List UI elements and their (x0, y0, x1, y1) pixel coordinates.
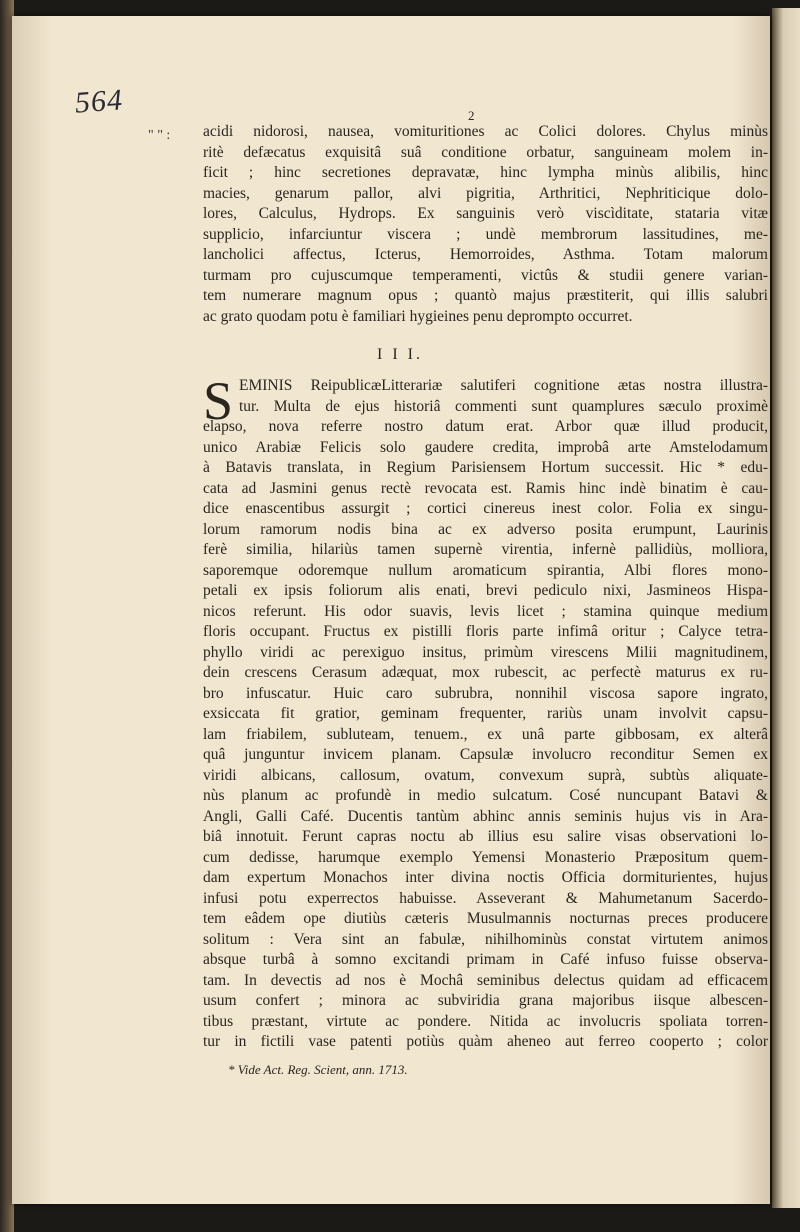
section-number: I I I. (377, 346, 423, 363)
text-line: turmam pro cujuscumque temperamenti, victûs & studii genere varian- (203, 266, 768, 284)
text-line: à Batavis translata, in Regium Parisiensem Hortum successit. Hic * edu- (203, 459, 768, 476)
paragraph-2 (203, 371, 768, 1053)
text-line: acidi nidorosi, nausea, vomituritiones ac Colici dolores. Chylus minùs (203, 123, 768, 140)
text-line: ac grato quodam potu è familiari hygieines penu deprompto occurret. (203, 307, 633, 325)
handwritten-folio-number: 564 (73, 83, 125, 120)
paragraph-1 (203, 122, 768, 327)
text-line: Angli, Galli Café. Ducentis tantùm abhinc annis seminis hujus vis in Ara- (203, 807, 768, 825)
text-line: phyllo viridi ac perexiguo insitus, primùm virescens Milii magnitudinem, (203, 643, 768, 661)
text-line: elapso, nova referre nostro datum erat. Arbor quæ illud producit, (203, 418, 768, 435)
text-line: nicos referunt. His odor suavis, levis licet ; stamina quinque medium (203, 602, 768, 620)
text-line: bro infuscatur. Huic caro subrubra, nonnihil viscosa sapore ingrato, (203, 684, 768, 702)
text-line: viridi albicans, callosum, ovatum, convexum suprà, subtùs aliquate- (203, 766, 768, 784)
text-line: lam friabilem, subluteam, tenuem., ex unâ parte gibbosam, ex alterâ (203, 725, 768, 743)
text-line: dice enascentibus assurgit ; cortici cinereus inest color. Folia ex singu- (203, 500, 768, 517)
text-line: infusi potu experrectos habuisse. Asseverant & Mahumetanum Sacerdo- (203, 889, 768, 907)
footnote: * Vide Act. Reg. Scient, ann. 1713. (228, 1062, 408, 1077)
text-line: exsiccata fit gratior, geminam frequenter, rariùs unam involvit capsu- (203, 705, 768, 722)
margin-mark: " " : (148, 128, 171, 143)
text-line: quâ junguntur invicem planam. Capsulæ involucro reconditur Semen ex (203, 746, 768, 763)
text-line: petali ex ipsis foliorum alis enati, brevi pediculo nixi, Jasmineos Hispa- (203, 582, 768, 599)
text-line: tem eâdem ope diutiùs cæteris Musulmannis nocturnas preces producere (203, 910, 768, 927)
text-line: ferè similia, hilariùs tamen supernè virentia, infernè pallidiùs, molliora, (203, 541, 768, 558)
text-line: macies, genarum pallor, alvi pigritia, Arthritici, Nephriticique dolo- (203, 184, 768, 202)
text-line: tibus præstant, virtute ac pondere. Nitida ac involucris spoliata torren- (203, 1012, 768, 1030)
text-line: cum dedisse, harumque exemplo Yemensi Monasterio Præpositum quem- (203, 848, 768, 866)
text-line: nùs planum ac profundè in medio sulcatum. Cosé nuncupant Batavi & (203, 787, 768, 804)
text-line: dam expertum Monachos inter divina noctis Officia dormiturientes, hujus (203, 869, 768, 886)
text-line: dein crescens Cerasum adæquat, mox rubescit, ac perfectè maturus ex ru- (203, 664, 768, 681)
text-line: ritè defæcatus exquisitâ suâ conditione orbatur, sanguineam molem in- (203, 143, 768, 161)
text-line: EMINIS ReipublicæLitterariæ salutiferi cognitione ætas nostra illustra- (239, 377, 768, 394)
text-line: tam. In devectis ad nos è Mochâ seminibus delectus quidam ad efficacem (203, 971, 768, 989)
text-line: unico Arabiæ Felicis solo gaudere credita, improbâ arte Amstelodamum (203, 438, 768, 456)
text-line: biâ innotuit. Ferunt capras noctu ab illius esu salire visas observationi lo- (203, 828, 768, 845)
text-line: lores, Calculus, Hydrops. Ex sanguinis verò viscìditate, stataria vitæ (203, 205, 768, 222)
text-line: tur in fictili vase patenti potiùs quàm aheneo aut ferreo cooperto ; color (203, 1033, 768, 1050)
text-line: absque turbâ à somno excitandi primam in Café infuso fuisse observa- (203, 951, 768, 968)
text-line: ficit ; hinc secretiones depravatæ, hinc lympha minùs alibilis, hinc (203, 164, 768, 181)
adjacent-page-edge (772, 8, 800, 1208)
signature-mark: 2 (468, 108, 475, 123)
text-line: solitum : Vera sint an fabulæ, nihilhominùs constat virtutem animos (203, 930, 768, 948)
text-line: lancholici affectus, Icterus, Hemorroides, Asthma. Totam malorum (203, 246, 768, 263)
text-line: tur. Multa de ejus historiâ commenti sunt quamplures sæculo proximè (239, 397, 768, 415)
text-line: usum confert ; minora ac subviridia grana majoribus iisque albescen- (203, 992, 768, 1009)
text-line: floris occupant. Fructus ex pistilli floris parte infimâ oritur ; Calyce tetra- (203, 623, 768, 640)
text-line: supplicio, infarciuntur viscera ; undè membrorum lassitudines, me- (203, 225, 768, 243)
drop-cap-letter: S (203, 371, 234, 431)
text-line: tem numerare magnum opus ; quantò majus præstiterit, qui illis salubri (203, 287, 768, 304)
text-line: lorum ramorum nodis bina ac ex adverso posita erumpunt, Laurinis (203, 520, 768, 538)
text-line: cata ad Jasmini genus rectè revocata est. Ramis hinc indè binatim è cau- (203, 479, 768, 497)
text-line: saporemque odoremque nullum aromaticum spirantia, Albi flores mono- (203, 561, 768, 579)
